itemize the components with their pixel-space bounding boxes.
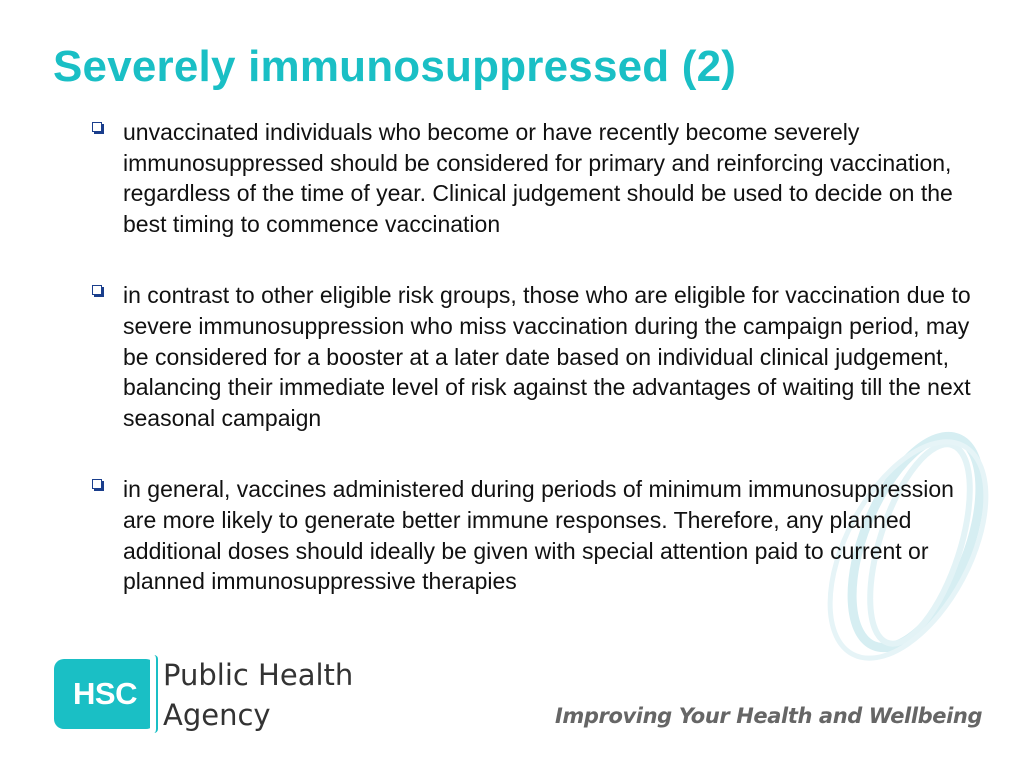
org-name-line1: Public Health — [163, 658, 354, 692]
bullet-item — [88, 474, 988, 596]
slide-title: Severely immunosuppressed (2) — [53, 42, 737, 91]
bullet-text: unvaccinated individuals who become or have recently become severely immunosuppressed should be considered for primary and reinforcing vaccination, regardless of the time of year. Clinical judgement should be used to decide on the best timing to commence vaccination — [123, 119, 953, 237]
bullet-list — [88, 117, 988, 597]
tagline: Improving Your Health and Wellbeing — [555, 704, 983, 728]
bullet-item — [88, 117, 988, 239]
hsc-logo-text: HSC — [73, 676, 137, 711]
square-bullet-icon — [92, 122, 102, 132]
org-name-line2: Agency — [163, 698, 271, 732]
square-bullet-icon — [92, 479, 102, 489]
bullet-text: in general, vaccines administered during periods of minimum immunosuppression are more likely to generate better immune responses. Therefore, any planned additional doses should ideally be given with special attention paid to current or planned immunosuppressive therapies — [123, 476, 954, 595]
bullet-item — [88, 280, 988, 433]
square-bullet-icon — [92, 285, 102, 295]
logo-divider — [150, 655, 158, 733]
hsc-logo-badge — [54, 659, 156, 729]
bullet-text: in contrast to other eligible risk groups, those who are eligible for vaccination due to severe immunosuppression who miss vaccination during the campaign period, may be considered for a booster at a later date based on individual clinical judgement, balancing their immediate level of risk against the advantages of waiting till the next seasonal campaign — [123, 282, 971, 431]
